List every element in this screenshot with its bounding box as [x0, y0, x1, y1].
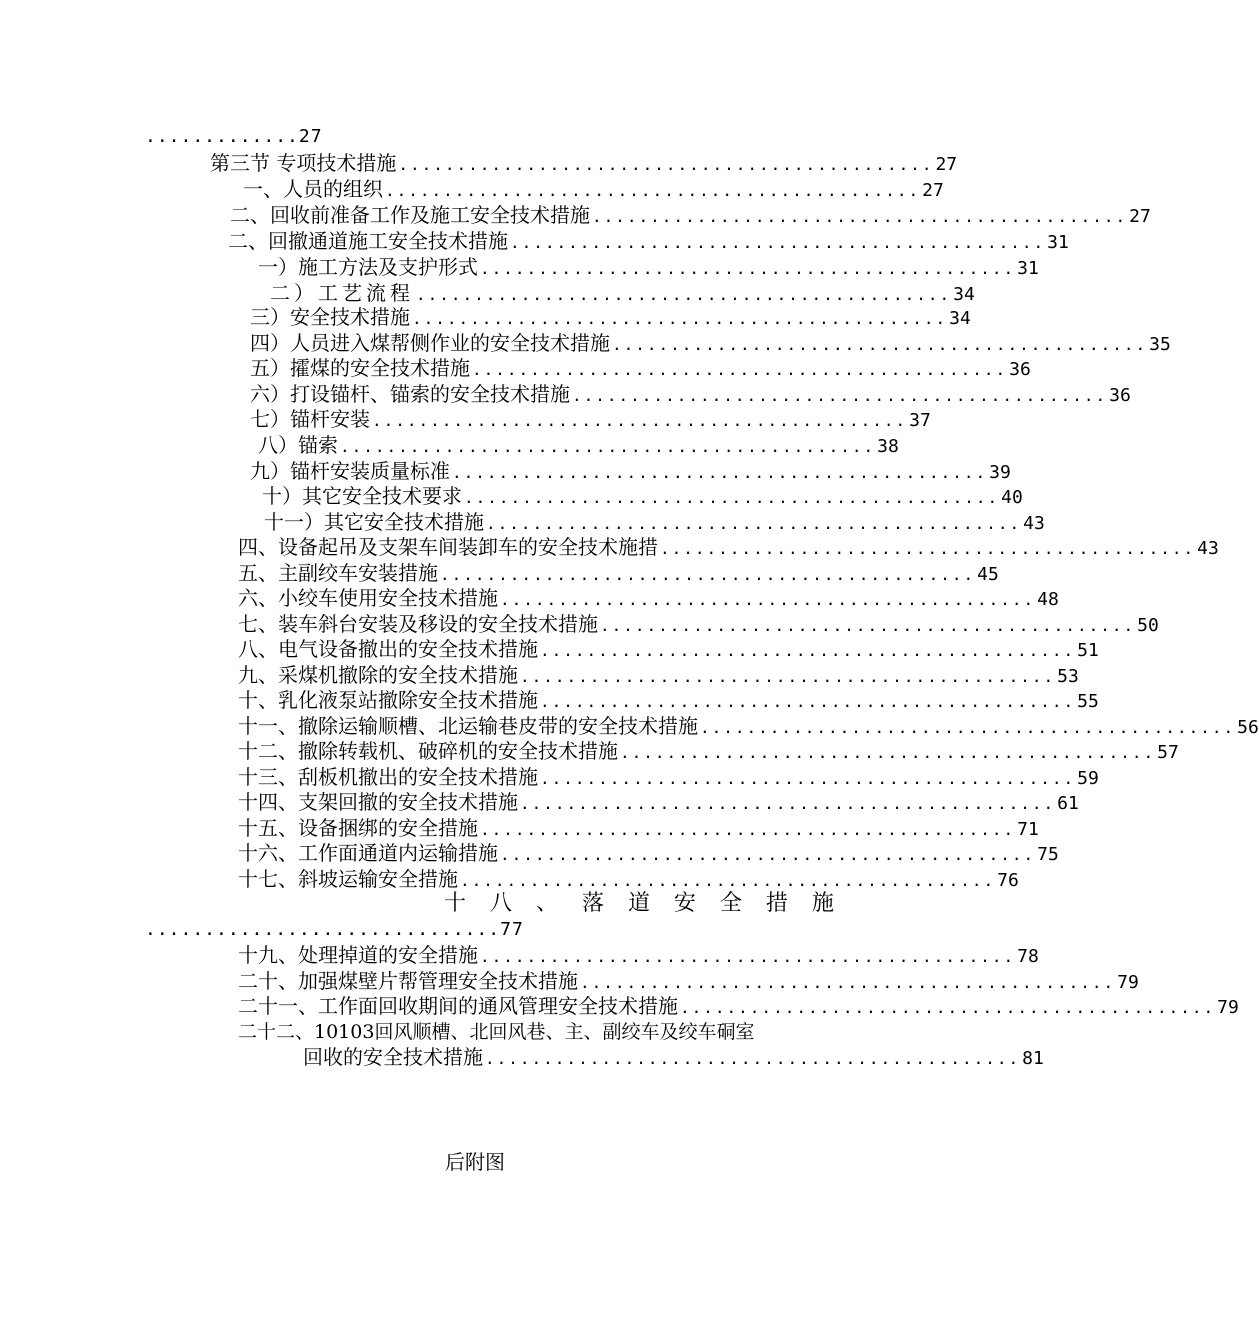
toc-entry-char: 施	[811, 891, 834, 916]
toc-entry[interactable]	[238, 611, 1159, 637]
toc-entry-char: 八	[489, 891, 512, 916]
toc-page-number: 76	[997, 870, 1019, 891]
toc-entry-label: 八、电气设备撤出的安全技术措施	[238, 637, 538, 661]
toc-dots: ..............................................	[460, 871, 996, 890]
toc-dots: ..............................................	[472, 360, 1008, 379]
toc-entry[interactable]	[238, 968, 1139, 994]
toc-entry-label: 十二、撤除转载机、破碎机的安全技术措施	[238, 739, 618, 763]
toc-entry[interactable]	[238, 560, 999, 586]
toc-page-number: 34	[949, 308, 971, 329]
toc-entry[interactable]	[230, 202, 1151, 228]
toc-entry-label: 十五、设备捆绑的安全措施	[238, 816, 478, 840]
toc-entry[interactable]	[250, 381, 1131, 407]
toc-page-number: 59	[1077, 768, 1099, 789]
toc-page-number: 37	[909, 410, 931, 431]
toc-entry-char: 措	[765, 891, 788, 916]
toc-page-number: 43	[1023, 513, 1045, 534]
toc-dots: ..............................................	[580, 973, 1116, 992]
toc-page-number: 48	[1037, 589, 1059, 610]
toc-page-number: 56	[1237, 717, 1259, 738]
toc-dots: ..............................................	[572, 386, 1108, 405]
toc-entry-label: 十七、斜坡运输安全措施	[238, 867, 458, 891]
toc-entry-label: 四）人员进入煤帮侧作业的安全技术措施	[250, 331, 610, 355]
toc-dots: ..............................................	[540, 641, 1076, 660]
toc-dots: ..............................................	[540, 769, 1076, 788]
toc-entry[interactable]	[238, 636, 1099, 662]
toc-page-number: 53	[1057, 666, 1079, 687]
toc-page-number: 35	[1149, 334, 1171, 355]
toc-entry-label: 十六、工作面通道内运输措施	[238, 841, 498, 865]
toc-page-number: 50	[1137, 615, 1159, 636]
toc-page-number: 75	[1037, 844, 1059, 865]
toc-entry[interactable]	[210, 150, 958, 176]
toc-dots: ..............................................	[464, 488, 1000, 507]
toc-entry[interactable]	[238, 662, 1079, 688]
toc-dots: ..............................................	[480, 947, 1016, 966]
toc-entry-label: 二十一、工作面回收期间的通风管理安全技术措施	[238, 994, 678, 1018]
toc-dots: ..............................................	[700, 718, 1236, 737]
toc-entry-char: 道	[627, 891, 650, 916]
toc-entry-char: 全	[719, 891, 742, 916]
toc-dots: ..............................................	[416, 285, 952, 304]
toc-entry[interactable]	[238, 815, 1039, 841]
toc-entry-label: 第三节 专项技术措施	[210, 151, 397, 175]
toc-dots: ..............................................	[340, 437, 876, 456]
toc-entry-label: 六）打设锚杆、锚索的安全技术措施	[250, 382, 570, 406]
toc-dots: ..............................................	[620, 743, 1156, 762]
toc-entry-label: 十九、处理掉道的安全措施	[238, 943, 478, 967]
toc-entry-label: 六、小绞车使用安全技术措施	[238, 586, 498, 610]
toc-entry[interactable]	[262, 483, 1023, 509]
toc-dots: ..............................................	[486, 514, 1022, 533]
toc-dots: ..............................................	[510, 233, 1046, 252]
toc-entry-line1[interactable]	[238, 1019, 833, 1045]
toc-entry[interactable]	[250, 304, 971, 330]
toc-dots: ..............................................	[500, 845, 1036, 864]
toc-entry-label: 十一）其它安全技术措施	[264, 510, 484, 534]
toc-entry-label: 二、回收前准备工作及施工安全技术措施	[230, 203, 590, 227]
toc-entry[interactable]	[250, 406, 931, 432]
toc-dots: ..............................................	[500, 590, 1036, 609]
toc-entry[interactable]	[238, 866, 1019, 892]
toc-dots: ..............................................	[612, 335, 1148, 354]
toc-entry[interactable]	[270, 280, 975, 306]
toc-page-number: 45	[977, 564, 999, 585]
toc-entry[interactable]	[238, 687, 1099, 713]
toc-page-number: 43	[1197, 538, 1219, 559]
toc-dots: ..............................	[145, 919, 501, 940]
toc-dots: ..............................................	[452, 463, 988, 482]
toc-page-number: 36	[1109, 385, 1131, 406]
toc-entry-label: 九、采煤机撤除的安全技术措施	[238, 663, 518, 687]
toc-continuation-row	[145, 917, 524, 943]
toc-dots: ..............................................	[412, 309, 948, 328]
toc-page-number: 38	[877, 436, 899, 457]
toc-entry[interactable]	[264, 509, 1045, 535]
toc-entry[interactable]	[243, 176, 944, 202]
toc-entry-label: 二、回撤通道施工安全技术措施	[228, 229, 508, 253]
toc-page-number: 57	[1157, 742, 1179, 763]
toc-entry-label: 七）锚杆安装	[250, 407, 370, 431]
toc-entry[interactable]	[303, 1044, 1044, 1070]
toc-entry[interactable]	[238, 789, 1079, 815]
toc-entry[interactable]	[238, 942, 1039, 968]
toc-entry-label: 五、主副绞车安装措施	[238, 561, 438, 585]
toc-dots: ..............................................	[372, 411, 908, 430]
toc-dots: ..............................................	[520, 667, 1056, 686]
toc-entry-label: 十、乳化液泵站撤除安全技术措施	[238, 688, 538, 712]
toc-entry[interactable]	[228, 228, 1069, 254]
toc-entry-char: 、	[535, 891, 558, 916]
toc-dots: ..............................................	[385, 181, 921, 200]
toc-page-number: 36	[1009, 359, 1031, 380]
toc-page-number: 31	[1017, 258, 1039, 279]
toc-page-number: 79	[1217, 997, 1239, 1018]
toc-entry[interactable]	[258, 432, 899, 458]
toc-entry[interactable]	[250, 458, 1011, 484]
toc-entry-char: 十	[444, 891, 467, 916]
toc-page-number: 55	[1077, 691, 1099, 712]
toc-entry-label: 十四、支架回撤的安全技术措施	[238, 790, 518, 814]
toc-entry[interactable]	[238, 738, 1179, 764]
toc-entry-label: 十三、刮板机撤出的安全技术措施	[238, 765, 538, 789]
toc-page-number: 71	[1017, 819, 1039, 840]
toc-dots: ..............................................	[480, 259, 1016, 278]
toc-dots: ..............................................	[440, 565, 976, 584]
toc-entry-label: 五）攉煤的安全技术措施	[250, 356, 470, 380]
toc-entry-label: 十）其它安全技术要求	[262, 484, 462, 508]
toc-dots: ..............................................	[600, 616, 1136, 635]
toc-entry-char: 安	[673, 891, 696, 916]
toc-page-number: 27	[935, 154, 958, 175]
appendix-figures-heading: 后附图	[445, 1150, 505, 1174]
toc-page-number: 27	[1129, 206, 1151, 227]
toc-page-number: 81	[1022, 1048, 1044, 1069]
toc-entry-label: 三）安全技术措施	[250, 305, 410, 329]
toc-page-number: 40	[1001, 487, 1023, 508]
toc-dots: ..............................................	[485, 1049, 1021, 1068]
toc-entry[interactable]	[238, 585, 1059, 611]
toc-entry-label: 一）施工方法及支护形式	[258, 255, 478, 279]
toc-entry-label: 二十、加强煤壁片帮管理安全技术措施	[238, 969, 578, 993]
toc-dots: ..............................................	[480, 820, 1016, 839]
toc-page-number: 79	[1117, 972, 1139, 993]
toc-entry-label: 回收的安全技术措施	[303, 1045, 483, 1069]
toc-entry-label: 七、装车斜台安装及移设的安全技术措施	[238, 612, 598, 636]
toc-entry-spread[interactable]	[444, 891, 834, 917]
toc-page-number: 34	[953, 284, 975, 305]
toc-entry[interactable]	[238, 534, 1219, 560]
toc-entry-label: 四、设备起吊及支架车间装卸车的安全技术施措	[238, 535, 658, 559]
toc-entry-label: 二十二、10103回风顺槽、北回风巷、主、副绞车及绞车硐室	[238, 1021, 755, 1043]
toc-dots: ..............................................	[540, 692, 1076, 711]
toc-entry-label: 二）工艺流程	[270, 281, 414, 305]
toc-entry-label: 九）锚杆安装质量标准	[250, 459, 450, 483]
toc-page-number: 61	[1057, 793, 1079, 814]
toc-entry[interactable]	[238, 840, 1059, 866]
toc-entry[interactable]	[238, 764, 1099, 790]
toc-entry-label: 十一、撤除运输顺槽、北运输巷皮带的安全技术措施	[238, 714, 698, 738]
toc-dots: ..............................................	[592, 207, 1128, 226]
toc-page-number: 27	[298, 126, 323, 147]
toc-page-number: 39	[989, 462, 1011, 483]
toc-dots: ..............................................	[520, 794, 1056, 813]
toc-page-number: 77	[500, 919, 524, 940]
toc-page-number: 31	[1047, 232, 1069, 253]
toc-entry[interactable]	[238, 993, 1239, 1019]
toc-continuation-row	[145, 124, 323, 150]
toc-entry-char: 落	[581, 891, 604, 916]
toc-dots: ..............................................	[660, 539, 1196, 558]
toc-page-number: 51	[1077, 640, 1099, 661]
toc-entry-label: 八）锚索	[258, 433, 338, 457]
toc-dots: .............	[145, 126, 299, 147]
toc-entry[interactable]	[258, 254, 1039, 280]
toc-dots: ..............................................	[398, 155, 934, 174]
toc-entry[interactable]	[250, 330, 1171, 356]
toc-page-number: 78	[1017, 946, 1039, 967]
toc-page-number: 27	[922, 180, 944, 201]
toc-dots: ..............................................	[680, 998, 1216, 1017]
toc-entry-label: 一、人员的组织	[243, 177, 383, 201]
toc-entry[interactable]	[238, 713, 1259, 739]
toc-entry[interactable]	[250, 355, 1031, 381]
